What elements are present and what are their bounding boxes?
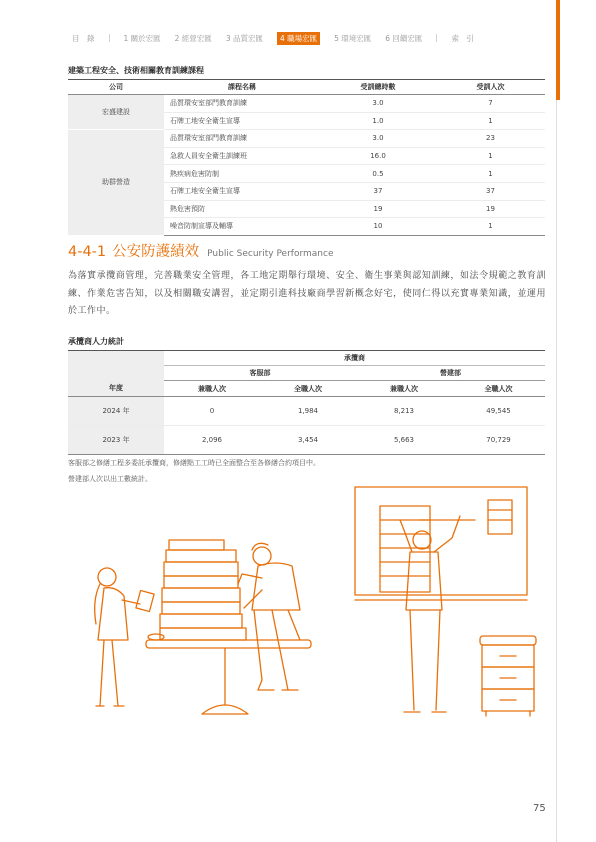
value-cell: 2,096 (164, 426, 260, 455)
desk-illustration (146, 634, 311, 714)
people-cell: 1 (436, 165, 545, 183)
filing-cabinet-illustration (480, 636, 536, 716)
hours-cell: 3.0 (320, 130, 436, 148)
header-cons-full-time: 全職人次 (452, 381, 545, 397)
value-cell: 1,984 (260, 397, 356, 426)
footnote: 客服部之修繕工程多委託承攬商，修繕點工工時已全面整合至各修繕合約項目中。 (68, 459, 320, 467)
nav-item-chapter-2[interactable]: 2 經營宏匯 (174, 33, 212, 43)
hours-cell: 10 (320, 218, 436, 236)
course-cell: 品質環安室部門教育訓練 (164, 130, 320, 148)
people-cell: 1 (436, 112, 545, 130)
value-cell: 8,213 (356, 397, 452, 426)
people-cell: 1 (436, 147, 545, 165)
year-cell: 2023 年 (68, 426, 164, 455)
header-people: 受訓人次 (436, 80, 545, 95)
header-cs-part-time: 兼職人次 (164, 381, 260, 397)
hours-cell: 0.5 (320, 165, 436, 183)
nav-item-chapter-3[interactable]: 3 品質宏匯 (225, 33, 263, 43)
course-cell: 急救人員安全衛生訓練班 (164, 147, 320, 165)
hours-cell: 37 (320, 182, 436, 200)
man-at-desk-illustration (238, 543, 300, 690)
header-company: 公司 (68, 80, 164, 95)
header-course: 課程名稱 (164, 80, 320, 95)
contractor-group-label: 承攬商 (164, 351, 545, 366)
course-cell: 熱疾病危害防制 (164, 165, 320, 183)
course-cell: 品質環安室部門教育訓練 (164, 95, 320, 113)
course-cell: 石牌工地安全衛生宣導 (164, 182, 320, 200)
people-cell: 23 (436, 130, 545, 148)
people-cell: 1 (436, 218, 545, 236)
company-cell: 宏盛建設 (68, 95, 164, 130)
contractor-table-title: 承攬商人力統計 (68, 337, 124, 346)
document-stack-illustration (160, 540, 246, 640)
header-hours: 受訓總時數 (320, 80, 436, 95)
footnote: 營建部人次以出工數統計。 (68, 475, 152, 483)
right-divider-line (556, 0, 557, 842)
section-paragraph: 為落實承攬商管理，完善職業安全管理，各工地定期舉行環境、安全、衛生事業與認知訓練，如法令規範之教育訓練、作業危害告知，以及相關職安講習，並定期引進科技廠商學習新概念好宅，使同仁得以充實專業知識，並運用於工作中。 (68, 271, 546, 316)
page-number: 75 (533, 803, 546, 814)
people-cell: 19 (436, 200, 545, 218)
year-cell: 2024 年 (68, 397, 164, 426)
nav-item-contents[interactable]: 目 錄 (72, 33, 95, 43)
subgroup-construction: 營建部 (356, 366, 545, 381)
header-cs-full-time: 全職人次 (260, 381, 356, 397)
nav-item-chapter-4-active[interactable]: 4 職場宏匯 (277, 32, 320, 45)
section-title-english: Public Security Performance (207, 249, 334, 259)
value-cell: 70,729 (452, 426, 545, 455)
value-cell: 3,454 (260, 426, 356, 455)
company-cell: 助群營造 (68, 130, 164, 236)
nav-item-chapter-5[interactable]: 5 環境宏匯 (334, 33, 372, 43)
course-cell: 熱危害預防 (164, 200, 320, 218)
subgroup-customer-service: 客服部 (164, 366, 356, 381)
nav-item-index[interactable]: 索 引 (451, 33, 474, 43)
hours-cell: 3.0 (320, 95, 436, 113)
people-cell: 7 (436, 95, 545, 113)
hours-cell: 19 (320, 200, 436, 218)
woman-with-tablet-illustration (95, 568, 154, 706)
course-cell: 噪音防制宣導及輔導 (164, 218, 320, 236)
people-cell: 37 (436, 182, 545, 200)
value-cell: 0 (164, 397, 260, 426)
value-cell: 5,663 (356, 426, 452, 455)
training-table-title: 建築工程安全、技術相關教育訓練課程 (68, 66, 204, 75)
nav-item-chapter-6[interactable]: 6 回饋宏匯 (385, 33, 423, 43)
whiteboard-illustration (355, 487, 527, 600)
right-side-bar (556, 0, 596, 842)
value-cell: 49,545 (452, 397, 545, 426)
hours-cell: 16.0 (320, 147, 436, 165)
course-cell: 石牌工地安全衛生宣導 (164, 112, 320, 130)
header-year: 年度 (68, 381, 164, 397)
nav-item-chapter-1[interactable]: 1 關於宏匯 (123, 33, 161, 43)
header-cons-part-time: 兼職人次 (356, 381, 452, 397)
hours-cell: 1.0 (320, 112, 436, 130)
section-title: 公安防護績效 (112, 244, 200, 260)
section-number: 4-4-1 (68, 244, 107, 260)
right-accent-tab (556, 0, 560, 100)
